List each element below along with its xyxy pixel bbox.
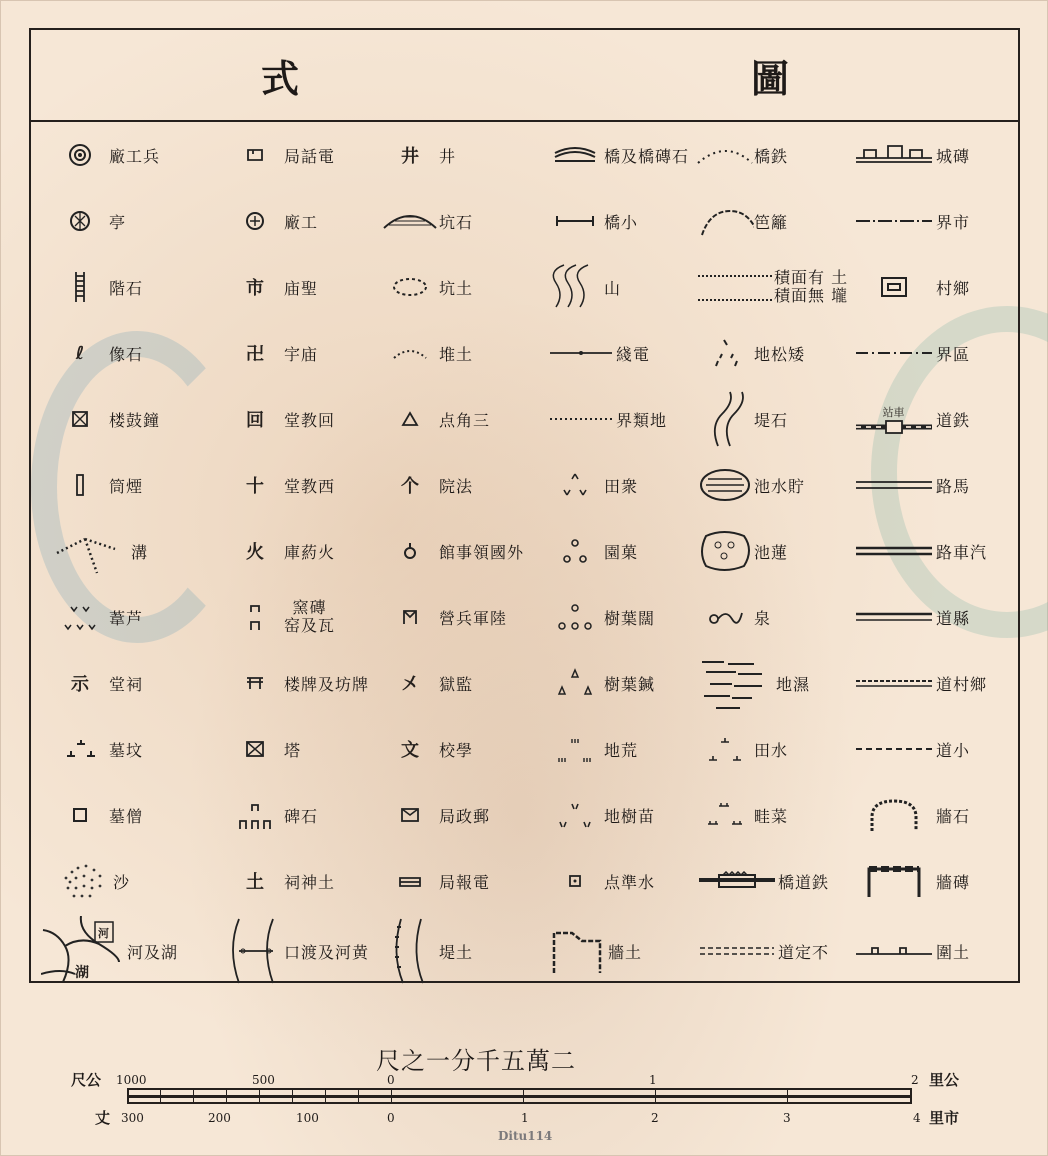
scale-tick: [127, 1088, 128, 1104]
railway-bridge-icon: [696, 857, 778, 905]
legend-label: 碑石: [284, 806, 319, 826]
legend-label: 田水: [754, 740, 789, 760]
railway-station-label: 站車: [882, 406, 905, 419]
legend-label: 城磚: [936, 146, 971, 166]
legend-label: 界市: [936, 212, 971, 232]
legend-label: 綫電: [616, 344, 651, 364]
legend-label: 河及湖: [127, 942, 179, 962]
legend-label: 道小: [936, 740, 971, 760]
stone-embankment-icon: [696, 395, 754, 443]
scale-title: 尺之一分千五萬二: [376, 1047, 576, 1075]
shrine-icon: 示: [71, 674, 89, 695]
legend-label: 校學: [439, 740, 474, 760]
telegraph-office-icon: [381, 857, 439, 905]
post-office-icon: [381, 791, 439, 839]
memorial-arch-icon: [226, 659, 284, 707]
pine-forest-icon: [696, 329, 754, 377]
bottom-scale-label: 0: [387, 1111, 395, 1125]
reed-icon: [51, 593, 109, 641]
legend-label: 積面有 土: [774, 268, 849, 287]
legend-label: 橋道鉄: [778, 872, 830, 892]
legend-label: 墓坟: [109, 740, 144, 760]
scale-tick: [160, 1088, 161, 1104]
ditch-icon: [51, 527, 131, 575]
legend-label: 堂教西: [284, 476, 336, 496]
legend-label-stack: [284, 599, 335, 635]
top-scale-label: 1: [649, 1073, 657, 1087]
monk-grave-icon: [51, 791, 109, 839]
reservoir-icon: [696, 461, 754, 509]
legend-label: 局報電: [439, 872, 491, 892]
legend-label: 廠工: [284, 212, 319, 232]
bottom-scale-label: 2: [651, 1111, 659, 1125]
scale-tick: [226, 1088, 227, 1104]
iron-bridge-icon: [696, 131, 754, 179]
legend-label: 道定不: [778, 942, 830, 962]
river-map-label: 河: [98, 927, 109, 940]
legend-label: 楼牌及坊牌: [284, 674, 370, 694]
pavilion-icon: [51, 197, 109, 245]
legend-label: 笆籬: [754, 212, 789, 232]
earth-pit-icon: [381, 263, 439, 311]
legend-label: 堂祠: [109, 674, 144, 694]
legend-label: 祠神土: [284, 872, 336, 892]
spring-icon: [696, 593, 754, 641]
legend-label: 牆石: [936, 806, 971, 826]
legend-label: 泉: [754, 608, 772, 628]
top-scale-label: 500: [252, 1073, 275, 1087]
legend-label: 井: [439, 146, 457, 166]
legend-label: 地荒: [604, 740, 639, 760]
vegetable-plot-icon: [696, 791, 754, 839]
legend-label: 館事領國外: [439, 542, 525, 562]
legend-label: 局政郵: [439, 806, 491, 826]
legend-label: 田衆: [604, 476, 639, 496]
legend-label: 橋及橋磚石: [604, 146, 690, 166]
legend-frame: [29, 28, 1020, 983]
stone-wall-icon: [851, 791, 936, 839]
legend-label: 庫葯火: [284, 542, 336, 562]
scale-tick: [358, 1088, 359, 1104]
legend-label: 堆土: [439, 344, 474, 364]
court-icon: 个: [401, 476, 419, 497]
legend-label: 樹葉闊: [604, 608, 656, 628]
brick-wall-icon: [851, 857, 936, 905]
well-icon: 井: [401, 146, 419, 167]
legend-label: 筒煙: [109, 476, 144, 496]
legend-label: 溝: [131, 542, 149, 562]
bell-drum-tower-icon: [51, 395, 109, 443]
earth-embankment-icon: [381, 916, 439, 986]
legend-label: 界區: [936, 344, 971, 364]
benchmark-icon: [546, 857, 604, 905]
legend-label: 墓僧: [109, 806, 144, 826]
stone-statue-icon: ℓ: [75, 342, 85, 364]
factory-icon: [226, 197, 284, 245]
top-scale-label: 1000: [116, 1073, 147, 1087]
bottom-scale-end-unit: 里市: [929, 1109, 960, 1127]
legend-label: 堤土: [439, 942, 474, 962]
legend-label: 点準水: [604, 872, 656, 892]
district-boundary-icon: [851, 329, 936, 377]
lotus-pond-icon: [696, 527, 754, 575]
legend-label: 廠工兵: [109, 146, 161, 166]
bottom-scale-label: 4: [913, 1111, 921, 1125]
legend-label-sub: 積面無 壠: [774, 286, 849, 305]
stone-stele-icon: [226, 791, 284, 839]
orchard-icon: [546, 527, 604, 575]
legend-label-sub: 窑及瓦: [284, 616, 336, 635]
brick-city-wall-icon: [851, 131, 936, 179]
lake-map-label: 湖: [75, 965, 89, 981]
legend-label: 畦菜: [754, 806, 789, 826]
legend-label: 地松矮: [754, 344, 806, 364]
legend-label: 点角三: [439, 410, 491, 430]
stone-bridge-icon: [546, 131, 604, 179]
legend-label: 地樹苗: [604, 806, 656, 826]
river-and-lake-icon: [41, 916, 127, 986]
wasteland-icon: [546, 725, 604, 773]
legend-label: 道鉄: [936, 410, 971, 430]
fenced-plot-icon: [696, 263, 774, 311]
unfixed-road-icon: [696, 927, 778, 975]
legend-title-left: 式: [261, 56, 300, 101]
scale-tick: [259, 1088, 260, 1104]
legend-label: 橋小: [604, 212, 639, 232]
prison-icon: 㐅: [401, 674, 419, 695]
scale-tick: [655, 1088, 656, 1104]
yellow-river-ferry-icon: [226, 916, 284, 986]
paddy-field-icon: [696, 725, 754, 773]
legend-label: 院法: [439, 476, 474, 496]
scale-tick: [787, 1088, 788, 1104]
school-icon: 文: [401, 740, 419, 761]
legend-title-band: [31, 30, 1018, 122]
powder-magazine-icon: 火: [246, 542, 264, 563]
legend-label: 階石: [109, 278, 144, 298]
legend-label: 池水貯: [754, 476, 806, 496]
legend-label: 牆磚: [936, 872, 971, 892]
legend-label: 楼鼓鐘: [109, 410, 161, 430]
legend-label: 地濕: [776, 674, 811, 694]
telephone-office-icon: [226, 131, 284, 179]
legend-label: 葦芦: [109, 608, 144, 628]
temple-icon: 卍: [246, 344, 264, 365]
scale-tick: [391, 1088, 392, 1104]
triangulation-point-icon: [381, 395, 439, 443]
legend-title-right: 圖: [751, 56, 790, 101]
broadleaf-tree-icon: [546, 593, 604, 641]
stone-steps-icon: [51, 263, 109, 311]
top-scale-label: 2: [911, 1073, 919, 1087]
legend-label: 坑石: [439, 212, 474, 232]
legend-label: 庙聖: [284, 278, 319, 298]
village-icon: [851, 263, 936, 311]
scale-tick: [911, 1088, 912, 1104]
legend-label: 坑土: [439, 278, 474, 298]
legend-grid: [31, 122, 1018, 982]
source-watermark: Ditu114: [498, 1129, 553, 1143]
mountain-icon: [546, 263, 604, 311]
legend-label: 園菓: [604, 542, 639, 562]
top-scale-end-unit: 里公: [929, 1071, 960, 1089]
scale-tick: [325, 1088, 326, 1104]
village-road-icon: [851, 659, 936, 707]
legend-label: 局話電: [284, 146, 336, 166]
arsenal-icon: [51, 131, 109, 179]
bottom-scale-label: 3: [783, 1111, 791, 1125]
power-line-icon: [546, 329, 616, 377]
earth-enclosure-icon: [851, 927, 936, 975]
small-bridge-icon: [546, 197, 604, 245]
scale-tick: [523, 1088, 524, 1104]
landform-boundary-icon: [546, 395, 616, 443]
legend-label: 塔: [284, 740, 302, 760]
legend-label: 像石: [109, 344, 144, 364]
top-scale-label: 0: [387, 1073, 395, 1087]
legend-label: 窯磚: [292, 598, 327, 617]
legend-label: 道村鄉: [936, 674, 988, 694]
legend-label: 堂教回: [284, 410, 336, 430]
bottom-scale-label: 300: [121, 1111, 144, 1125]
legend-label: 口渡及河黄: [284, 942, 370, 962]
legend-label: 宇庙: [284, 344, 319, 364]
scale-bar: [127, 1088, 912, 1104]
legend-label: 圍土: [936, 942, 971, 962]
scale-bar-section: [71, 1069, 986, 1131]
sacred-temple-icon: 市: [246, 278, 264, 299]
legend-label: 樹葉鍼: [604, 674, 656, 694]
land-god-temple-icon: 土: [246, 872, 264, 893]
legend-label-stack: [774, 269, 848, 305]
earth-wall-icon: [546, 916, 608, 986]
legend-label: 橋鉄: [754, 146, 789, 166]
road-icon: [851, 461, 936, 509]
conifer-tree-icon: [546, 659, 604, 707]
top-scale-unit: 尺公: [71, 1071, 102, 1089]
church-icon: 十: [246, 476, 264, 497]
quarry-icon: [381, 197, 439, 245]
scale-tick: [193, 1088, 194, 1104]
dry-field-icon: [546, 461, 604, 509]
railway-icon: [851, 395, 936, 443]
motor-road-icon: [851, 527, 936, 575]
legend-label: 牆土: [608, 942, 643, 962]
hedge-icon: [696, 197, 754, 245]
seedling-field-icon: [546, 791, 604, 839]
sand-icon: [51, 857, 113, 905]
army-barracks-icon: [381, 593, 439, 641]
legend-label: 堤石: [754, 410, 789, 430]
bottom-scale-label: 1: [521, 1111, 529, 1125]
consulate-icon: [381, 527, 439, 575]
county-road-icon: [851, 593, 936, 641]
legend-label: 界類地: [616, 410, 668, 430]
legend-label: 獄監: [439, 674, 474, 694]
legend-label: 路車汽: [936, 542, 988, 562]
bottom-scale-unit: 丈: [95, 1109, 111, 1127]
legend-label: 沙: [113, 872, 131, 892]
legend-label: 亭: [109, 212, 127, 232]
kiln-icon: [226, 593, 284, 641]
legend-label: 山: [604, 278, 622, 298]
pagoda-icon: [226, 725, 284, 773]
chimney-icon: [51, 461, 109, 509]
scale-bar-midline: [127, 1095, 912, 1098]
city-boundary-icon: [851, 197, 936, 245]
marsh-icon: [696, 659, 776, 707]
path-icon: [851, 725, 936, 773]
earth-mound-icon: [381, 329, 439, 377]
grave-icon: [51, 725, 109, 773]
bottom-scale-label: 200: [208, 1111, 231, 1125]
legend-label: 池蓮: [754, 542, 789, 562]
scale-tick: [292, 1088, 293, 1104]
legend-label: 道縣: [936, 608, 971, 628]
mosque-icon: 回: [246, 410, 264, 431]
legend-label: 村鄉: [936, 278, 971, 298]
legend-label: 營兵軍陸: [439, 608, 508, 628]
legend-label: 路馬: [936, 476, 971, 496]
bottom-scale-label: 100: [296, 1111, 319, 1125]
